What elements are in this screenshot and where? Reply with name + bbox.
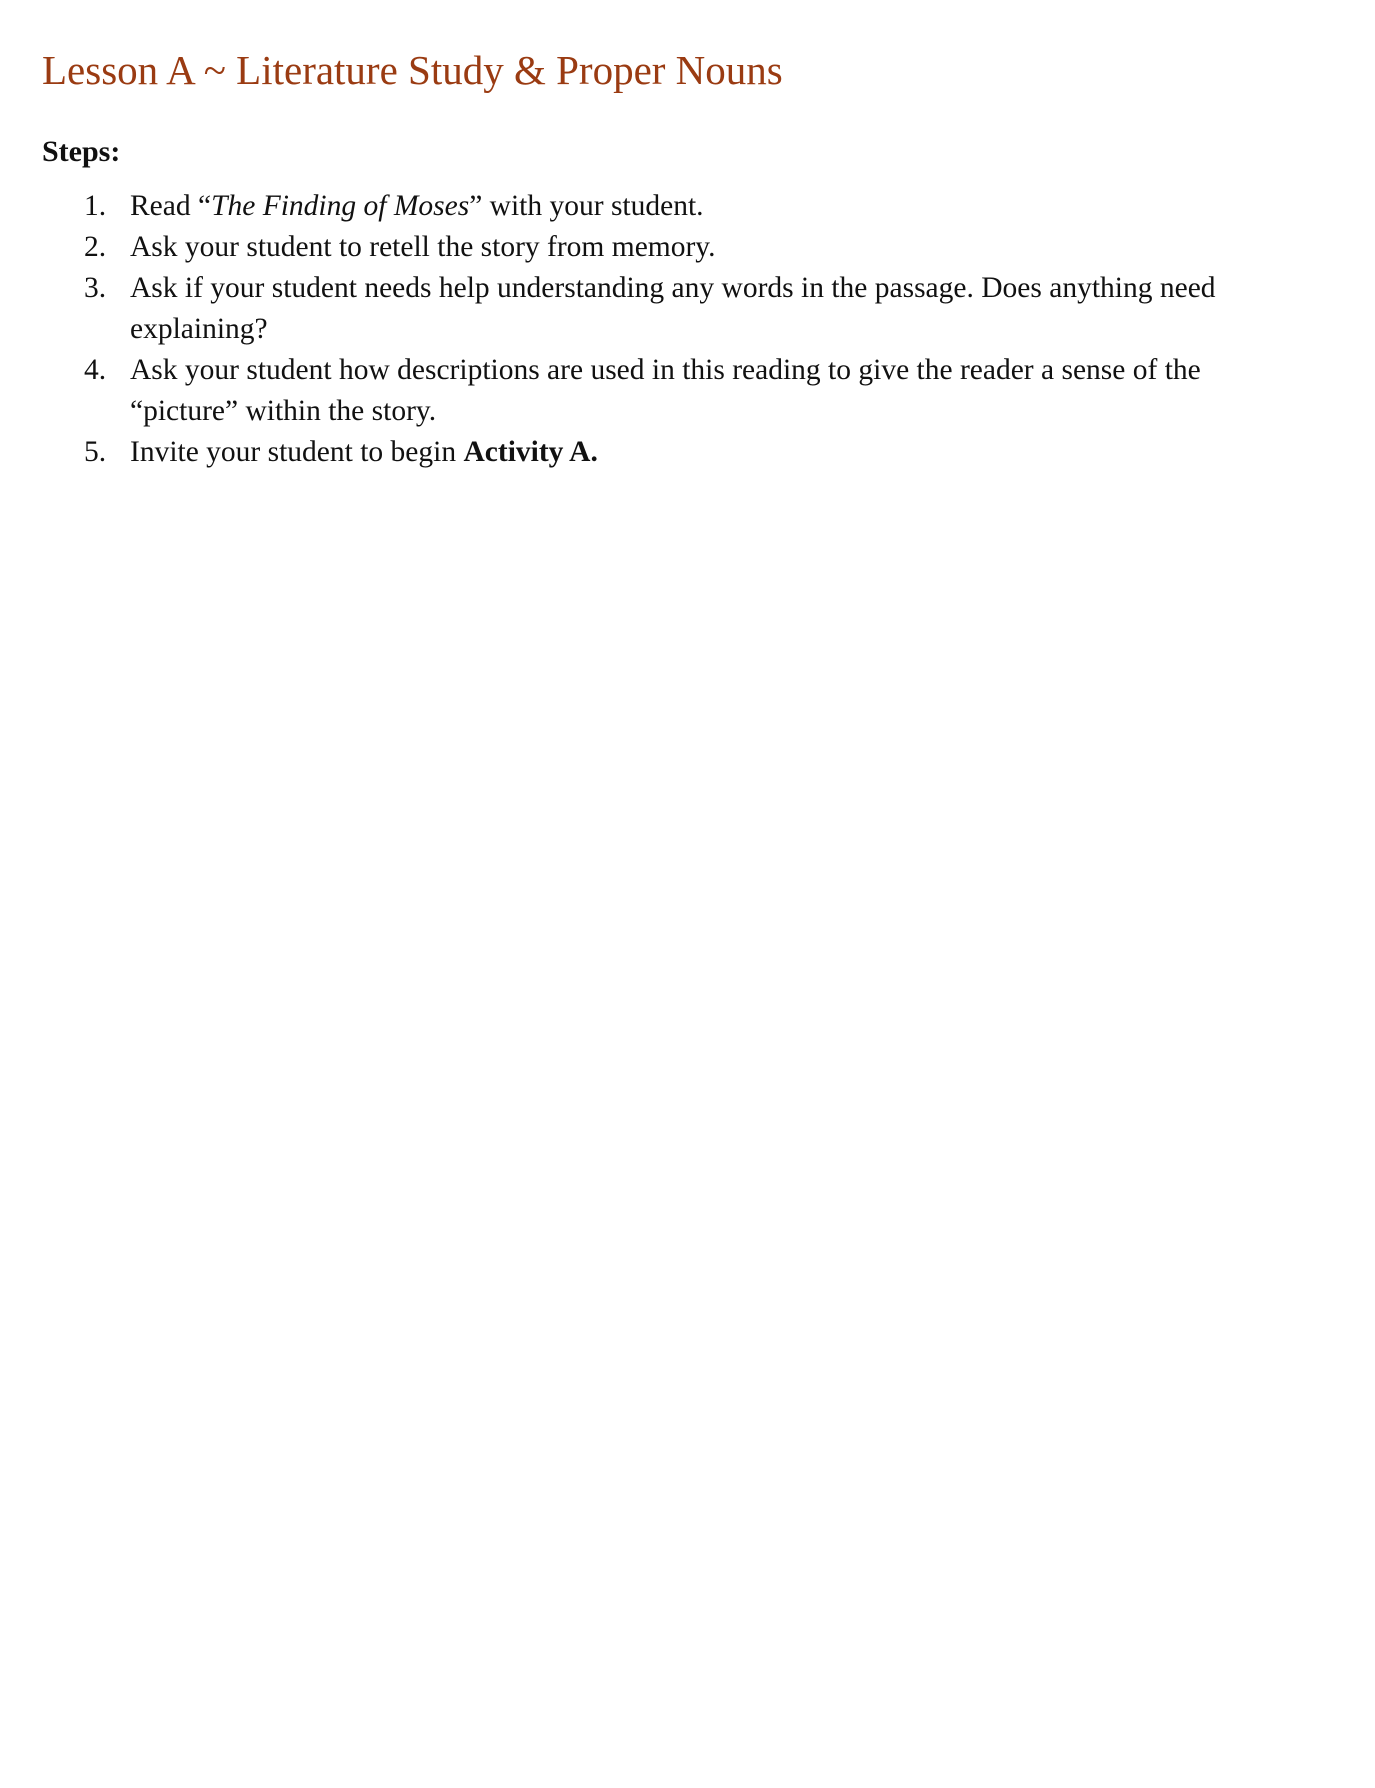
step-item: [0, 432, 1260, 473]
step-text: Ask if your student needs help understanding any words in the passage. Does anything need explaining?: [130, 272, 1216, 345]
step-text-before: Read “: [130, 190, 212, 222]
step-item: [0, 186, 1260, 227]
book-title: The Finding of Moses: [211, 190, 470, 222]
step-text: Ask your student how descriptions are used in this reading to give the reader a sense of the “picture” within the story.: [130, 354, 1201, 427]
steps-list: [0, 186, 1300, 473]
activity-reference: Activity A.: [463, 436, 598, 468]
step-text: Invite your student to begin: [130, 436, 464, 468]
step-item: [0, 227, 1260, 268]
step-number: 2.: [84, 231, 107, 263]
step-number: 5.: [84, 436, 107, 468]
step-number: 3.: [84, 272, 107, 304]
step-number: 1.: [84, 190, 107, 222]
step-text: Ask your student to retell the story from memory.: [130, 231, 716, 263]
step-item: [0, 268, 1260, 350]
step-item: [0, 350, 1260, 432]
lesson-title: Lesson A ~ Literature Study & Proper Nouns: [42, 47, 783, 93]
step-text-after: ” with your student.: [469, 190, 704, 222]
steps-heading: Steps:: [42, 135, 121, 168]
step-number: 4.: [84, 354, 107, 386]
